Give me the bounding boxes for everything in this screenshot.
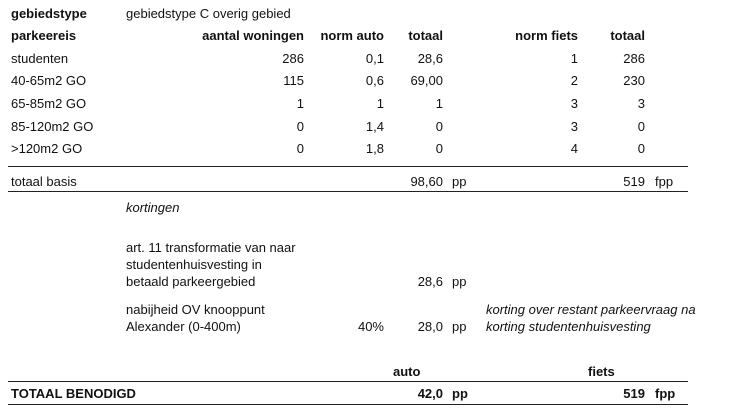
- row-woningen: 1: [296, 96, 304, 111]
- col-aantal-woningen: aantal woningen: [202, 28, 304, 43]
- korting-art11-line: studentenhuisvesting in: [126, 257, 262, 272]
- totaal-basis-label: totaal basis: [11, 174, 77, 189]
- row-totaal-fiets: 286: [623, 51, 645, 66]
- row-norm-fiets: 1: [570, 51, 578, 66]
- row-norm-auto: 1,4: [365, 119, 384, 134]
- totaal-benodigd-auto: 42,0: [417, 386, 443, 401]
- row-woningen: 0: [296, 119, 304, 134]
- row-norm-fiets: 2: [570, 73, 578, 88]
- korting-art11-unit: pp: [452, 274, 467, 289]
- row-totaal-fiets: 3: [637, 96, 645, 111]
- totaal-basis-fiets-unit: fpp: [655, 174, 674, 189]
- korting-ov-value: 28,0: [417, 319, 443, 334]
- row-totaal-auto: 0: [435, 119, 443, 134]
- row-norm-fiets: 3: [570, 96, 578, 111]
- row-woningen: 115: [283, 73, 304, 88]
- col-totaal-auto: totaal: [408, 28, 443, 43]
- divider-line: [8, 166, 688, 167]
- divider-line: [8, 404, 688, 405]
- korting-ov-unit: pp: [452, 319, 467, 334]
- kortingen-label: kortingen: [126, 200, 180, 215]
- row-woningen: 286: [282, 51, 304, 66]
- gebiedstype-label: gebiedstype: [11, 6, 87, 21]
- korting-art11-line: betaald parkeergebied: [126, 274, 256, 289]
- row-norm-auto: 0,6: [365, 73, 384, 88]
- row-totaal-auto: 0: [435, 141, 443, 156]
- totaal-benodigd-label: TOTAAL BENODIGD: [11, 386, 136, 401]
- totaal-basis-auto-unit: pp: [452, 174, 467, 189]
- divider-line: [8, 381, 688, 382]
- row-norm-auto: 0,1: [365, 51, 384, 66]
- row-label: 40-65m2 GO: [11, 73, 87, 88]
- row-norm-auto: 1: [376, 96, 384, 111]
- totaal-benodigd-fiets-unit: fpp: [655, 386, 676, 401]
- divider-line: [8, 191, 688, 192]
- row-norm-fiets: 3: [570, 119, 578, 134]
- gebiedstype-value: gebiedstype C overig gebied: [126, 6, 291, 21]
- totaal-benodigd-fiets: 519: [623, 386, 645, 401]
- korting-ov-note-line: korting over restant parkeervraag na: [486, 302, 696, 317]
- row-label: 65-85m2 GO: [11, 96, 87, 111]
- row-woningen: 0: [296, 141, 304, 156]
- row-label: 85-120m2 GO: [11, 119, 94, 134]
- korting-art11-line: art. 11 transformatie van naar: [126, 240, 296, 255]
- col-norm-fiets: norm fiets: [515, 28, 578, 43]
- totaal-basis-auto: 98,60: [410, 174, 443, 189]
- row-norm-fiets: 4: [570, 141, 578, 156]
- korting-ov-line: nabijheid OV knooppunt: [126, 302, 265, 317]
- row-totaal-fiets: 0: [637, 141, 645, 156]
- row-totaal-fiets: 0: [637, 119, 645, 134]
- korting-art11-value: 28,6: [417, 274, 443, 289]
- row-totaal-fiets: 230: [623, 73, 645, 88]
- row-norm-auto: 1,8: [365, 141, 384, 156]
- row-totaal-auto: 1: [435, 96, 443, 111]
- totaal-basis-fiets: 519: [623, 174, 645, 189]
- row-label: >120m2 GO: [11, 141, 83, 156]
- row-totaal-auto: 28,6: [417, 51, 443, 66]
- korting-ov-note-line: korting studentenhuisvesting: [486, 319, 651, 334]
- totaal-benodigd-auto-unit: pp: [452, 386, 468, 401]
- summary-header-fiets: fiets: [588, 364, 615, 379]
- col-norm-auto: norm auto: [320, 28, 384, 43]
- summary-header-auto: auto: [393, 364, 421, 379]
- row-label: studenten: [11, 51, 69, 66]
- col-parkeereis: parkeereis: [11, 28, 77, 43]
- korting-ov-line: Alexander (0-400m): [126, 319, 241, 334]
- col-totaal-fiets: totaal: [610, 28, 645, 43]
- row-totaal-auto: 69,00: [410, 73, 443, 88]
- korting-ov-percent: 40%: [357, 319, 384, 334]
